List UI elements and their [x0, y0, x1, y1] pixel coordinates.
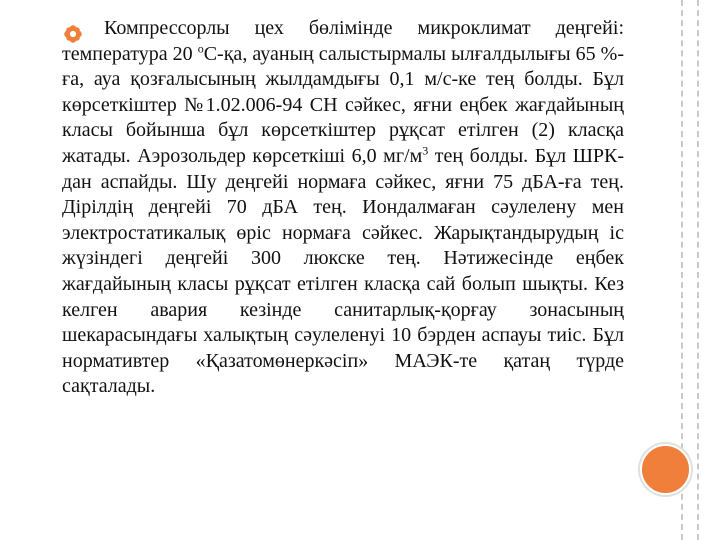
paragraph-part-1: Компрессорлы цех бөлімінде микроклимат деңгейі: температура 20 — [62, 17, 624, 65]
decorative-dashed-line-right — [697, 0, 699, 540]
paragraph-part-2: С-қа, ауаның салыстырмалы ылғалдылығы 65 %-ға, ауа қозғалысының жылдамдығы 0,1 м/с-ке тең болды. Бұл көрсеткіштер №1.02.006-94 СН сәйкес, яғни еңбек жағдайының класы бойынша бұл көрсеткіштер рұқсат етілген (2) класқа жатады. Аэрозольдер көрсеткіші 6,0 мг/м — [62, 42, 624, 167]
orange-circle-icon — [640, 444, 691, 495]
cube-exponent: 3 — [422, 143, 429, 158]
paragraph-part-3: тең болды. Бұл ШРК-дан аспайды. Шу деңгейі нормаға сәйкес, яғни 75 дБА-ға тең. Дірілдің деңгейі 70 дБА тең. Иондалмаған сәулелену мен электростатикалық өріс нормаға сәйкес. Жарықтандырудың іс жүзіндегі деңгейі 300 люкске тең. Нәтижесінде еңбек жағдайының класы рұқсат етілген класқа сай болып шықты. Кез келген авария кезінде санитарлық-қорғау зонасының шекарасындағы халықтың сәулеленуі 10 бэрден аспауы тиіс. Бұл нормативтер «Қазатомөнеркәсіп» МАЭК-те қатаң түрде сақталады. — [62, 144, 624, 398]
paragraph — [62, 16, 624, 400]
body-text — [62, 16, 624, 400]
degree-sign: о — [197, 40, 204, 55]
